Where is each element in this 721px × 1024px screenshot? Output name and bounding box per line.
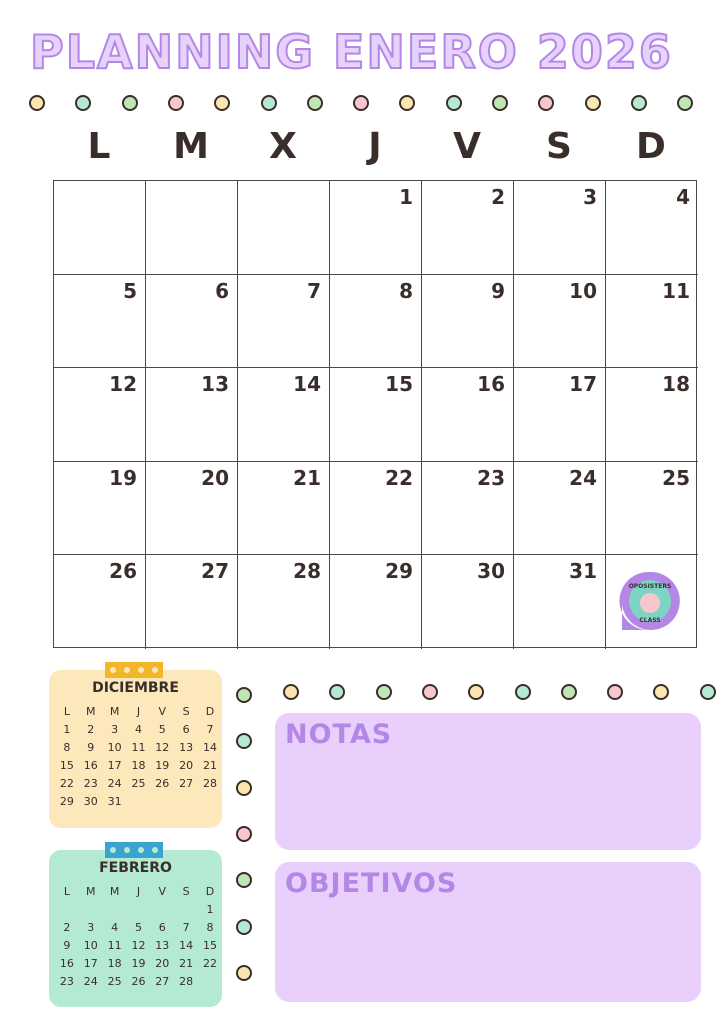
decorative-dot [561, 684, 577, 700]
day-cell[interactable] [238, 368, 330, 462]
day-cell[interactable] [54, 555, 146, 649]
oposisters-logo [619, 570, 681, 632]
day-cell[interactable] [330, 181, 422, 275]
mini-day: 29 [59, 794, 74, 808]
mini-day [103, 900, 127, 918]
day-number: 11 [662, 278, 690, 303]
mini-day: 14 [203, 740, 218, 754]
day-number: 17 [569, 372, 597, 397]
decorative-dot [492, 95, 508, 111]
decorative-dot [376, 684, 392, 700]
mini-day: 3 [87, 920, 95, 934]
mini-day: 23 [83, 776, 98, 790]
mini-day: 6 [182, 722, 190, 736]
mini-weekday: D [205, 884, 215, 898]
decorative-dot [236, 826, 252, 842]
mini-weekday: S [182, 704, 190, 718]
mini-day: 24 [107, 776, 122, 790]
day-number: 9 [491, 278, 505, 303]
day-cell[interactable] [422, 555, 514, 649]
day-number: 3 [583, 185, 597, 209]
notas-label: NOTAS [285, 719, 393, 750]
day-number: 30 [477, 559, 505, 584]
mini-day: 22 [59, 776, 74, 790]
decorative-dot [677, 95, 693, 111]
mini-weekday: V [158, 884, 167, 898]
weekday-label: S [546, 126, 572, 167]
day-cell[interactable] [606, 181, 698, 275]
mini-calendar-diciembre [49, 670, 222, 828]
mini-weekday: D [205, 704, 215, 718]
day-cell[interactable] [422, 181, 514, 275]
mini-day: 22 [203, 956, 218, 970]
weekday-label: D [636, 126, 666, 167]
washi-tape-icon [105, 842, 163, 858]
mini-day: 9 [87, 740, 95, 754]
day-number: 26 [109, 559, 137, 584]
decorative-dot [329, 684, 345, 700]
day-cell[interactable] [606, 368, 698, 462]
mini-day: 19 [131, 956, 146, 970]
day-cell[interactable] [514, 181, 606, 275]
decorative-dot [422, 684, 438, 700]
mini-day: 8 [206, 920, 214, 934]
decorative-dot [236, 919, 252, 935]
mini-day: 30 [83, 794, 98, 808]
mini-day [127, 792, 151, 810]
day-cell[interactable] [422, 462, 514, 556]
mini-day [127, 900, 151, 918]
weekday-label: V [453, 126, 481, 167]
day-number: 12 [109, 372, 137, 397]
day-number: 4 [676, 185, 690, 209]
day-number: 6 [215, 278, 229, 303]
day-number: 27 [201, 559, 229, 584]
mini-weekday: L [63, 704, 70, 718]
mini-calendar-table [55, 882, 222, 990]
decorative-dot [75, 95, 91, 111]
mini-day: 3 [111, 722, 119, 736]
mini-day: 19 [155, 758, 170, 772]
january-calendar-grid [53, 180, 697, 648]
mini-day: 23 [59, 974, 74, 988]
day-number: 24 [569, 465, 597, 490]
day-cell[interactable] [422, 275, 514, 369]
mini-day: 10 [107, 740, 122, 754]
day-number: 1 [399, 185, 413, 209]
mini-day: 6 [158, 920, 166, 934]
mini-day: 24 [83, 974, 98, 988]
decorative-dot [236, 687, 252, 703]
mini-calendar-table [55, 702, 222, 810]
mini-day: 13 [155, 938, 170, 952]
day-cell[interactable] [238, 555, 330, 649]
day-number: 13 [201, 372, 229, 397]
weekday-label: J [368, 126, 382, 167]
day-cell[interactable] [514, 368, 606, 462]
day-cell[interactable] [514, 555, 606, 649]
mini-day: 31 [107, 794, 122, 808]
day-cell[interactable] [146, 462, 238, 556]
mini-weekday: J [136, 704, 141, 718]
day-number: 25 [662, 465, 690, 490]
mini-day: 15 [59, 758, 74, 772]
decorative-dot [538, 95, 554, 111]
decorative-dot [122, 95, 138, 111]
day-cell[interactable] [514, 462, 606, 556]
decorative-dot [700, 684, 716, 700]
mini-calendar-title: DICIEMBRE [92, 680, 179, 696]
mini-day: 12 [131, 938, 146, 952]
decorative-dot [29, 95, 45, 111]
decorative-dot [236, 780, 252, 796]
notas-box[interactable] [275, 713, 701, 850]
day-cell[interactable] [238, 275, 330, 369]
logo-text-top: OPOSISTERS [628, 583, 672, 590]
day-cell[interactable] [514, 275, 606, 369]
decorative-dot [446, 95, 462, 111]
mini-day: 26 [155, 776, 170, 790]
mini-day: 25 [131, 776, 146, 790]
mini-day [150, 792, 174, 810]
decorative-dot [515, 684, 531, 700]
mini-day: 11 [131, 740, 146, 754]
logo-text-bottom: CLASS [639, 617, 661, 624]
mini-day: 9 [63, 938, 71, 952]
mini-calendar-title: FEBRERO [99, 860, 172, 876]
mini-weekday: V [158, 704, 167, 718]
day-number: 8 [399, 278, 413, 303]
mini-day: 7 [182, 920, 190, 934]
decorative-dot [353, 95, 369, 111]
mini-day: 7 [206, 722, 214, 736]
mini-day [198, 792, 222, 810]
day-cell[interactable] [54, 181, 146, 275]
mini-day: 10 [83, 938, 98, 952]
day-cell[interactable] [422, 368, 514, 462]
mini-day: 16 [83, 758, 98, 772]
day-number: 10 [569, 278, 597, 303]
day-number: 31 [569, 559, 597, 584]
mini-calendar-febrero [49, 850, 222, 1007]
day-cell[interactable] [146, 181, 238, 275]
objetivos-box[interactable] [275, 862, 701, 1002]
day-cell[interactable] [330, 275, 422, 369]
weekday-label: L [87, 126, 111, 167]
day-cell[interactable] [146, 368, 238, 462]
mini-day: 18 [107, 956, 122, 970]
mini-day: 28 [203, 776, 218, 790]
mini-day: 25 [107, 974, 122, 988]
decorative-dot [585, 95, 601, 111]
mini-day: 11 [107, 938, 122, 952]
day-cell[interactable] [54, 368, 146, 462]
mini-day: 13 [179, 740, 194, 754]
weekday-label: M [173, 126, 209, 167]
day-cell[interactable] [606, 462, 698, 556]
weekday-label: X [269, 126, 297, 167]
day-number: 23 [477, 465, 505, 490]
mini-day: 4 [134, 722, 142, 736]
day-number: 29 [385, 559, 413, 584]
mini-day: 28 [179, 974, 194, 988]
decorative-dot [168, 95, 184, 111]
mini-weekday: J [136, 884, 141, 898]
decorative-dot [261, 95, 277, 111]
mini-day: 1 [63, 722, 71, 736]
mini-weekday: M [86, 704, 96, 718]
mini-day: 15 [203, 938, 218, 952]
mini-day [174, 792, 198, 810]
day-cell[interactable] [330, 368, 422, 462]
mini-day [55, 900, 79, 918]
day-cell[interactable] [146, 275, 238, 369]
page-title: PLANNING ENERO 2026 [30, 25, 673, 79]
mini-weekday: M [109, 704, 120, 718]
mini-day [150, 900, 174, 918]
mini-weekday: L [63, 884, 70, 898]
day-number: 5 [123, 278, 137, 303]
mini-day: 27 [155, 974, 170, 988]
mini-day: 12 [155, 740, 170, 754]
day-number: 7 [307, 278, 321, 303]
mini-day: 20 [179, 758, 194, 772]
mini-day [174, 900, 198, 918]
mini-day: 17 [83, 956, 98, 970]
decorative-dot [214, 95, 230, 111]
day-cell[interactable] [238, 181, 330, 275]
decorative-dot [307, 95, 323, 111]
washi-tape-icon [105, 662, 163, 678]
mini-day: 26 [131, 974, 146, 988]
mini-day [198, 972, 222, 990]
mini-day: 16 [59, 956, 74, 970]
day-number: 28 [293, 559, 321, 584]
day-cell[interactable] [330, 462, 422, 556]
decorative-dot [468, 684, 484, 700]
mini-day: 17 [107, 758, 122, 772]
mini-day: 2 [87, 722, 95, 736]
mini-day: 14 [179, 938, 194, 952]
mini-day: 2 [63, 920, 71, 934]
day-cell[interactable] [54, 275, 146, 369]
day-number: 21 [293, 465, 321, 490]
mini-day: 21 [203, 758, 218, 772]
decorative-dot [283, 684, 299, 700]
mini-day: 1 [206, 902, 214, 916]
decorative-dot [607, 684, 623, 700]
decorative-dot [653, 684, 669, 700]
mini-weekday: M [109, 884, 120, 898]
day-number: 19 [109, 465, 137, 490]
day-number: 20 [201, 465, 229, 490]
decorative-dot [631, 95, 647, 111]
day-number: 18 [662, 372, 690, 397]
day-number: 14 [293, 372, 321, 397]
mini-day: 20 [155, 956, 170, 970]
day-number: 15 [385, 372, 413, 397]
mini-weekday: M [86, 884, 96, 898]
objetivos-label: OBJETIVOS [285, 868, 458, 899]
day-cell[interactable] [146, 555, 238, 649]
day-cell[interactable] [54, 462, 146, 556]
decorative-dot [236, 733, 252, 749]
day-cell[interactable] [606, 275, 698, 369]
mini-day: 18 [131, 758, 146, 772]
mini-weekday: S [182, 884, 190, 898]
day-cell[interactable] [238, 462, 330, 556]
day-cell[interactable] [330, 555, 422, 649]
mini-day: 5 [134, 920, 142, 934]
day-number: 2 [491, 185, 505, 209]
day-number: 16 [477, 372, 505, 397]
decorative-dot [236, 965, 252, 981]
mini-day: 4 [111, 920, 119, 934]
mini-day [79, 900, 103, 918]
mini-day: 27 [179, 776, 194, 790]
mini-day: 8 [63, 740, 71, 754]
decorative-dot [236, 872, 252, 888]
decorative-dot [399, 95, 415, 111]
mini-day: 21 [179, 956, 194, 970]
mini-day: 5 [158, 722, 166, 736]
day-number: 22 [385, 465, 413, 490]
